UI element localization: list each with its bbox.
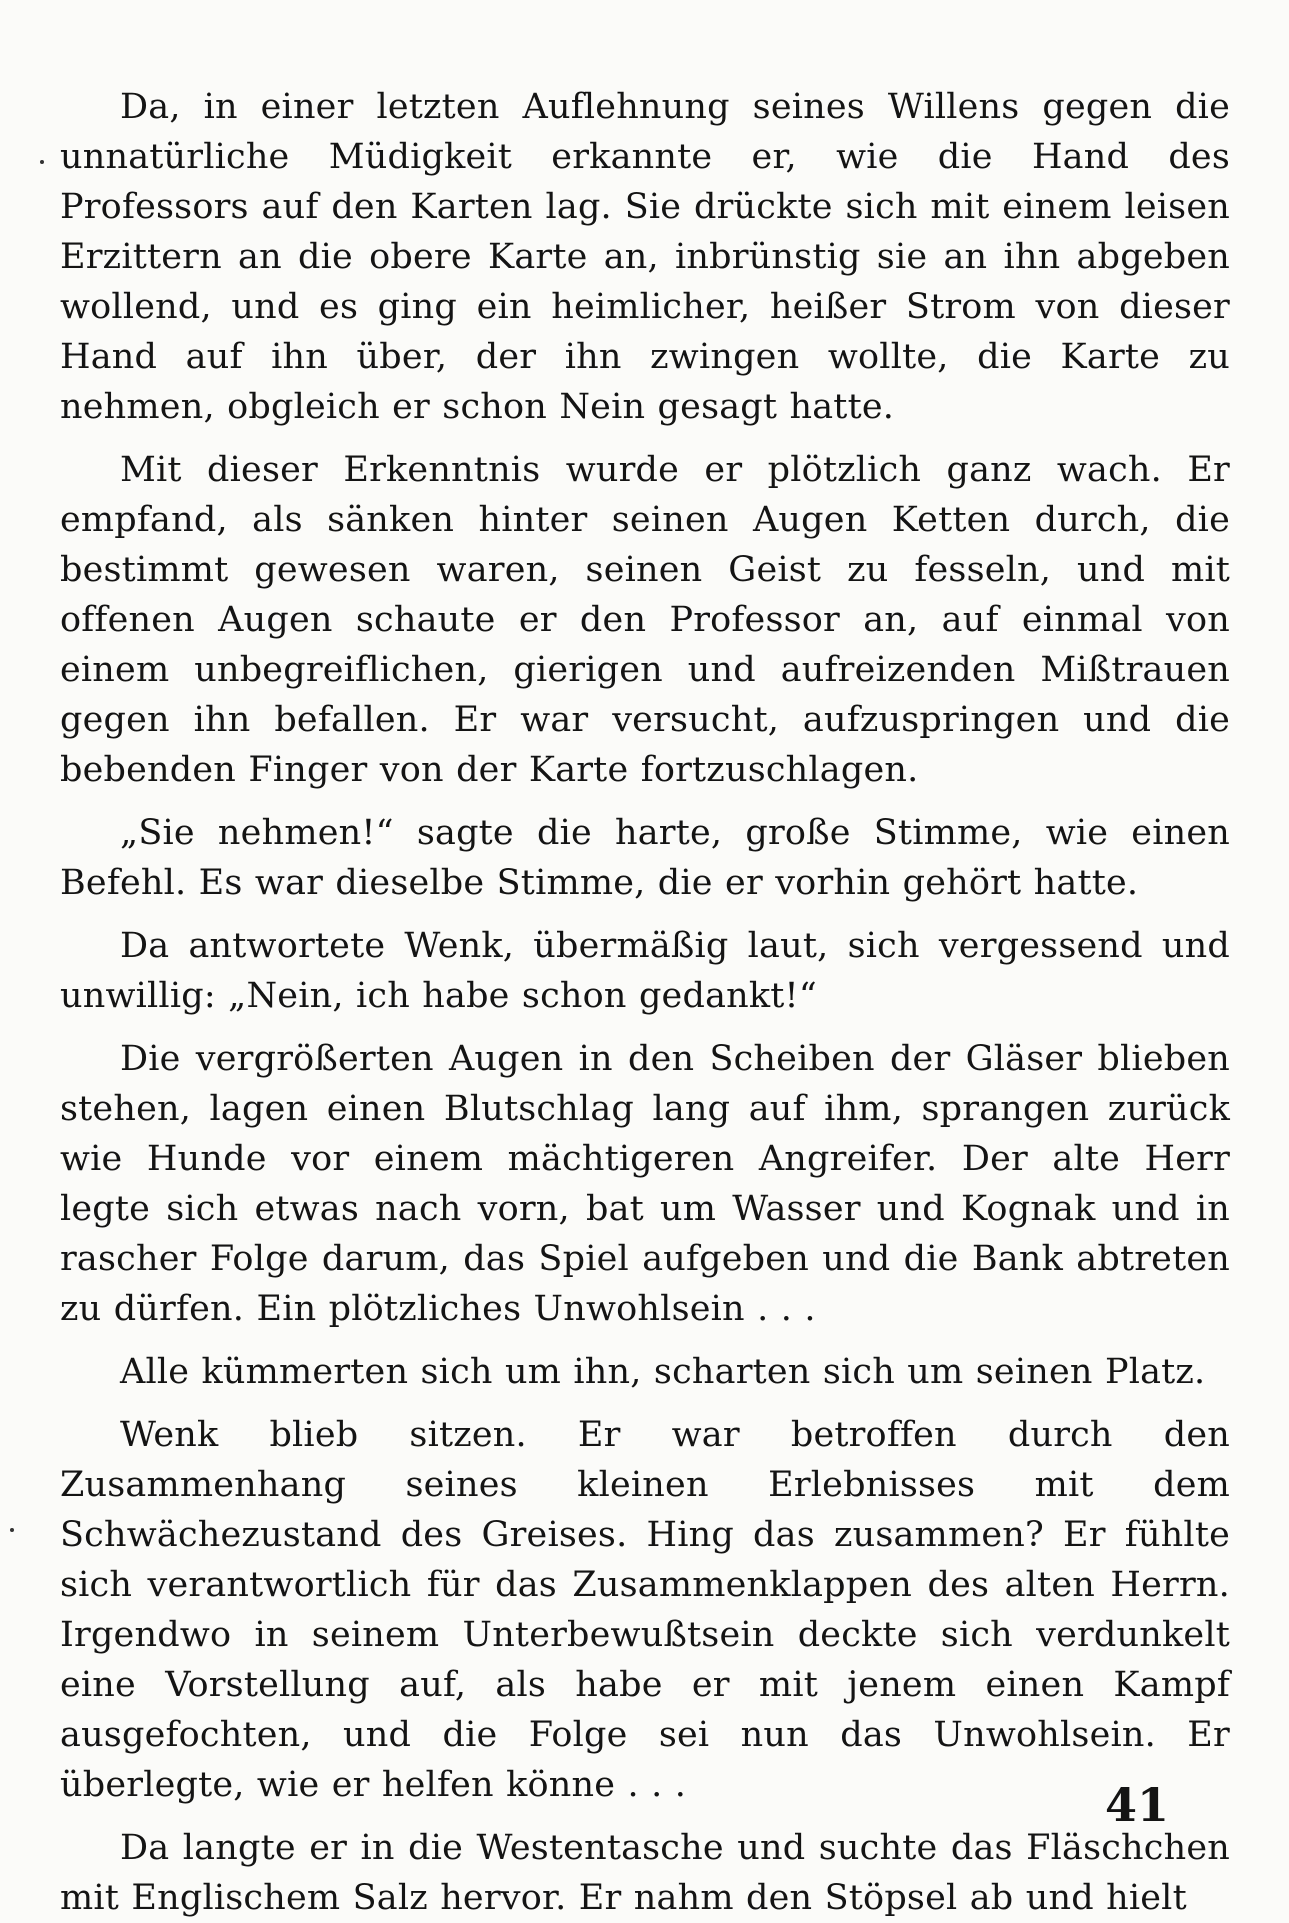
paragraph-8: Da langte er in die Westentasche und suchte das Fläschchen mit Englischem Salz hervor. Er nahm den Stöpsel ab und hielt [60, 1828, 1230, 1918]
page-number: 41 [1105, 1778, 1170, 1832]
paragraph-7: Wenk blieb sitzen. Er war betroffen durch den Zusammenhang seines kleinen Erlebnisses mit dem Schwächezustand des Greises. Hing das zusammen? Er fühlte sich verantwortlich für das Zusammenklappen des alten Herrn. Irgendwo in seinem Unterbewußtsein deckte sich verdunkelt eine Vorstellung auf, als habe er mit jenem einen Kampf ausgefochten, und die Folge sei nun das Unwohlsein. Er überlegte, wie er helfen könne . . . [60, 1415, 1230, 1805]
paragraph-5: Die vergrößerten Augen in den Scheiben der Gläser blieben stehen, lagen einen Blutschlag lang auf ihm, sprangen zurück wie Hunde vor einem mächtigeren Angreifer. Der alte Herr legte sich etwas nach vorn, bat um Wasser und Kognak und in rascher Folge darum, das Spiel aufgeben und die Bank abtreten zu dürfen. Ein plötzliches Unwohlsein . . . [60, 1039, 1230, 1329]
paragraph-6: Alle kümmerten sich um ihn, scharten sich um seinen Platz. [120, 1352, 1206, 1392]
paragraph-3: „Sie nehmen!“ sagte die harte, große Stimme, wie einen Befehl. Es war dieselbe Stimme, die er vorhin gehört hatte. [60, 813, 1230, 903]
ink-speck [10, 1528, 14, 1532]
paragraph-2: Mit dieser Erkenntnis wurde er plötzlich ganz wach. Er empfand, als sänken hinter seinen Augen Ketten durch, die bestimmt gewesen waren, seinen Geist zu fesseln, und mit offenen Augen schaute er den Professor an, auf einmal von einem unbegreiflichen, gierigen und aufreizenden Mißtrauen gegen ihn befallen. Er war versucht, aufzuspringen und die bebenden Finger von der Karte fortzuschlagen. [60, 450, 1230, 790]
paragraph-1: Da, in einer letzten Auflehnung seines Willens gegen die unnatürliche Müdigkeit erkannte er, wie die Hand des Professors auf den Karten lag. Sie drückte sich mit einem leisen Erzittern an die obere Karte an, inbrünstig sie an ihn abgeben wollend, und es ging ein heimlicher, heißer Strom von dieser Hand auf ihn über, der ihn zwingen wollte, die Karte zu nehmen, obgleich er schon Nein gesagt hatte. [60, 87, 1230, 427]
paragraph-4: Da antwortete Wenk, übermäßig laut, sich vergessend und unwillig: „Nein, ich habe schon gedankt!“ [60, 926, 1230, 1016]
ink-speck [40, 160, 44, 164]
